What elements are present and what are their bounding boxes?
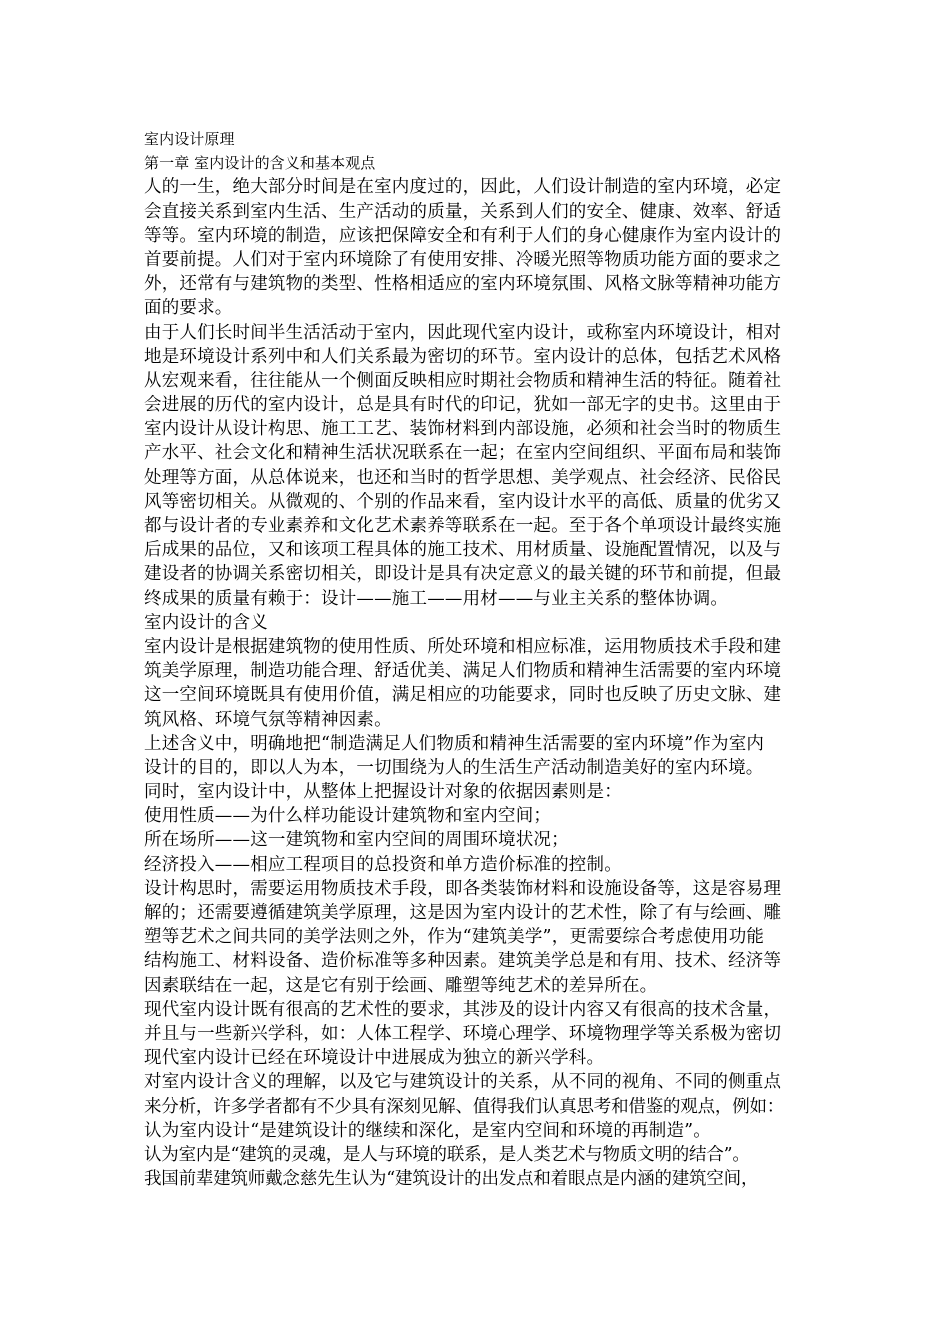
text-line: 这一空间环境既具有使用价值，满足相应的功能要求，同时也反映了历史文脉、建 bbox=[144, 685, 782, 706]
text-line: 室内设计是根据建筑物的使用性质、所处环境和相应标准，运用物质技术手段和建 bbox=[144, 636, 782, 657]
text-line: 后成果的品位，又和该项工程具体的施工技术、用材质量、设施配置情况，以及与 bbox=[144, 540, 782, 561]
text-line: 建设者的协调关系密切相关，即设计是具有决定意义的最关键的环节和前提，但最 bbox=[144, 564, 782, 585]
chapter-heading: 第一章 室内设计的含义和基本观点 bbox=[144, 154, 376, 173]
text-line: 会直接关系到室内生活、生产活动的质量，关系到人们的安全、健康、效率、舒适 bbox=[144, 201, 782, 222]
text-line: 处理等方面，从总体说来，也还和当时的哲学思想、美学观点、社会经济、民俗民 bbox=[144, 467, 782, 488]
text-line: 产水平、社会文化和精神生活状况联系在一起；在室内空间组织、平面布局和装饰 bbox=[144, 443, 782, 464]
text-line: 并且与一些新兴学科，如：人体工程学、环境心理学、环境物理学等关系极为密切 bbox=[144, 1023, 782, 1044]
list-item: 经济投入——相应工程项目的总投资和单方造价标准的控制。 bbox=[144, 854, 622, 875]
text-line: 上述含义中，明确地把“制造满足人们物质和精神生活需要的室内环境”作为室内 bbox=[144, 733, 765, 754]
text-line: 从宏观来看，往往能从一个侧面反映相应时期社会物质和精神生活的特征。随着社 bbox=[144, 370, 782, 391]
text-line: 结构施工、材料设备、造价标准等多种因素。建筑美学总是和有用、技术、经济等 bbox=[144, 951, 782, 972]
document-title: 室内设计原理 bbox=[144, 130, 235, 148]
text-line: 现代室内设计既有很高的艺术性的要求，其涉及的设计内容又有很高的技术含量， bbox=[144, 999, 782, 1020]
list-item: 所在场所——这一建筑物和室内空间的周围环境状况； bbox=[144, 830, 569, 851]
text-line: 会进展的历代的室内设计，总是具有时代的印记，犹如一部无字的史书。这里由于 bbox=[144, 395, 782, 416]
text-line: 由于人们长时间半生活活动于室内，因此现代室内设计，或称室内环境设计，相对 bbox=[144, 322, 782, 343]
text-line: 面的要求。 bbox=[144, 298, 233, 319]
text-line: 人的一生，绝大部分时间是在室内度过的，因此，人们设计制造的室内环境，必定 bbox=[144, 177, 782, 198]
text-line: 认为室内是“建筑的灵魂，是人与环境的联系，是人类艺术与物质文明的结合”。 bbox=[144, 1144, 750, 1165]
document-body bbox=[144, 127, 810, 1191]
text-line: 解的；还需要遵循建筑美学原理，这是因为室内设计的艺术性，除了有与绘画、雕 bbox=[144, 903, 782, 923]
text-line: 外，还常有与建筑物的类型、性格相适应的室内环境氛围、风格文脉等精神功能方 bbox=[144, 274, 782, 295]
text-line: 来分析，许多学者都有不少具有深刻见解、值得我们认真思考和借鉴的观点，例如： bbox=[144, 1096, 785, 1117]
text-line: 认为室内设计“是建筑设计的继续和深化，是室内空间和环境的再制造”。 bbox=[144, 1120, 711, 1141]
text-line: 都与设计者的专业素养和文化艺术素养等联系在一起。至于各个单项设计最终实施 bbox=[144, 516, 782, 536]
text-line: 等等。室内环境的制造，应该把保障安全和有利于人们的身心健康作为室内设计的 bbox=[144, 225, 782, 246]
text-line: 首要前提。人们对于室内环境除了有使用安排、冷暖光照等物质功能方面的要求之 bbox=[144, 249, 782, 270]
text-line: 筑风格、环境气氛等精神因素。 bbox=[144, 709, 392, 730]
text-line: 设计的目的，即以人为本，一切围绕为人的生活生产活动制造美好的室内环境。 bbox=[144, 757, 764, 778]
text-line: 筑美学原理，制造功能合理、舒适优美、满足人们物质和精神生活需要的室内环境 bbox=[144, 661, 782, 682]
text-line: 风等密切相关。从微观的、个别的作品来看，室内设计水平的高低、质量的优劣又 bbox=[144, 491, 782, 512]
text-line: 因素联结在一起，这是它有别于绘画、雕塑等纯艺术的差异所在。 bbox=[144, 975, 658, 996]
text-line: 终成果的质量有赖于：设计——施工——用材——与业主关系的整体协调。 bbox=[144, 588, 729, 609]
section-heading: 室内设计的含义 bbox=[144, 612, 268, 633]
text-line: 室内设计从设计构思、施工工艺、装饰材料到内部设施，必须和社会当时的物质生 bbox=[144, 419, 782, 440]
list-item: 使用性质——为什么样功能设计建筑物和室内空间； bbox=[144, 806, 552, 827]
text-line: 地是环境设计系列中和人们关系最为密切的环节。室内设计的总体，包括艺术风格 bbox=[144, 346, 782, 367]
text-line: 塑等艺术之间共同的美学法则之外，作为“建筑美学”，更需要综合考虑使用功能 bbox=[144, 927, 765, 948]
text-line: 设计构思时，需要运用物质技术手段，即各类装饰材料和设施设备等，这是容易理 bbox=[144, 878, 782, 899]
text-line: 现代室内设计已经在环境设计中进展成为独立的新兴学科。 bbox=[144, 1048, 605, 1069]
text-line: 我国前辈建筑师戴念慈先生认为“建筑设计的出发点和着眼点是内涵的建筑空间， bbox=[144, 1169, 759, 1190]
text-line: 同时，室内设计中，从整体上把握设计对象的依据因素则是： bbox=[144, 782, 622, 803]
text-line: 对室内设计含义的理解，以及它与建筑设计的关系，从不同的视角、不同的侧重点 bbox=[144, 1072, 782, 1093]
